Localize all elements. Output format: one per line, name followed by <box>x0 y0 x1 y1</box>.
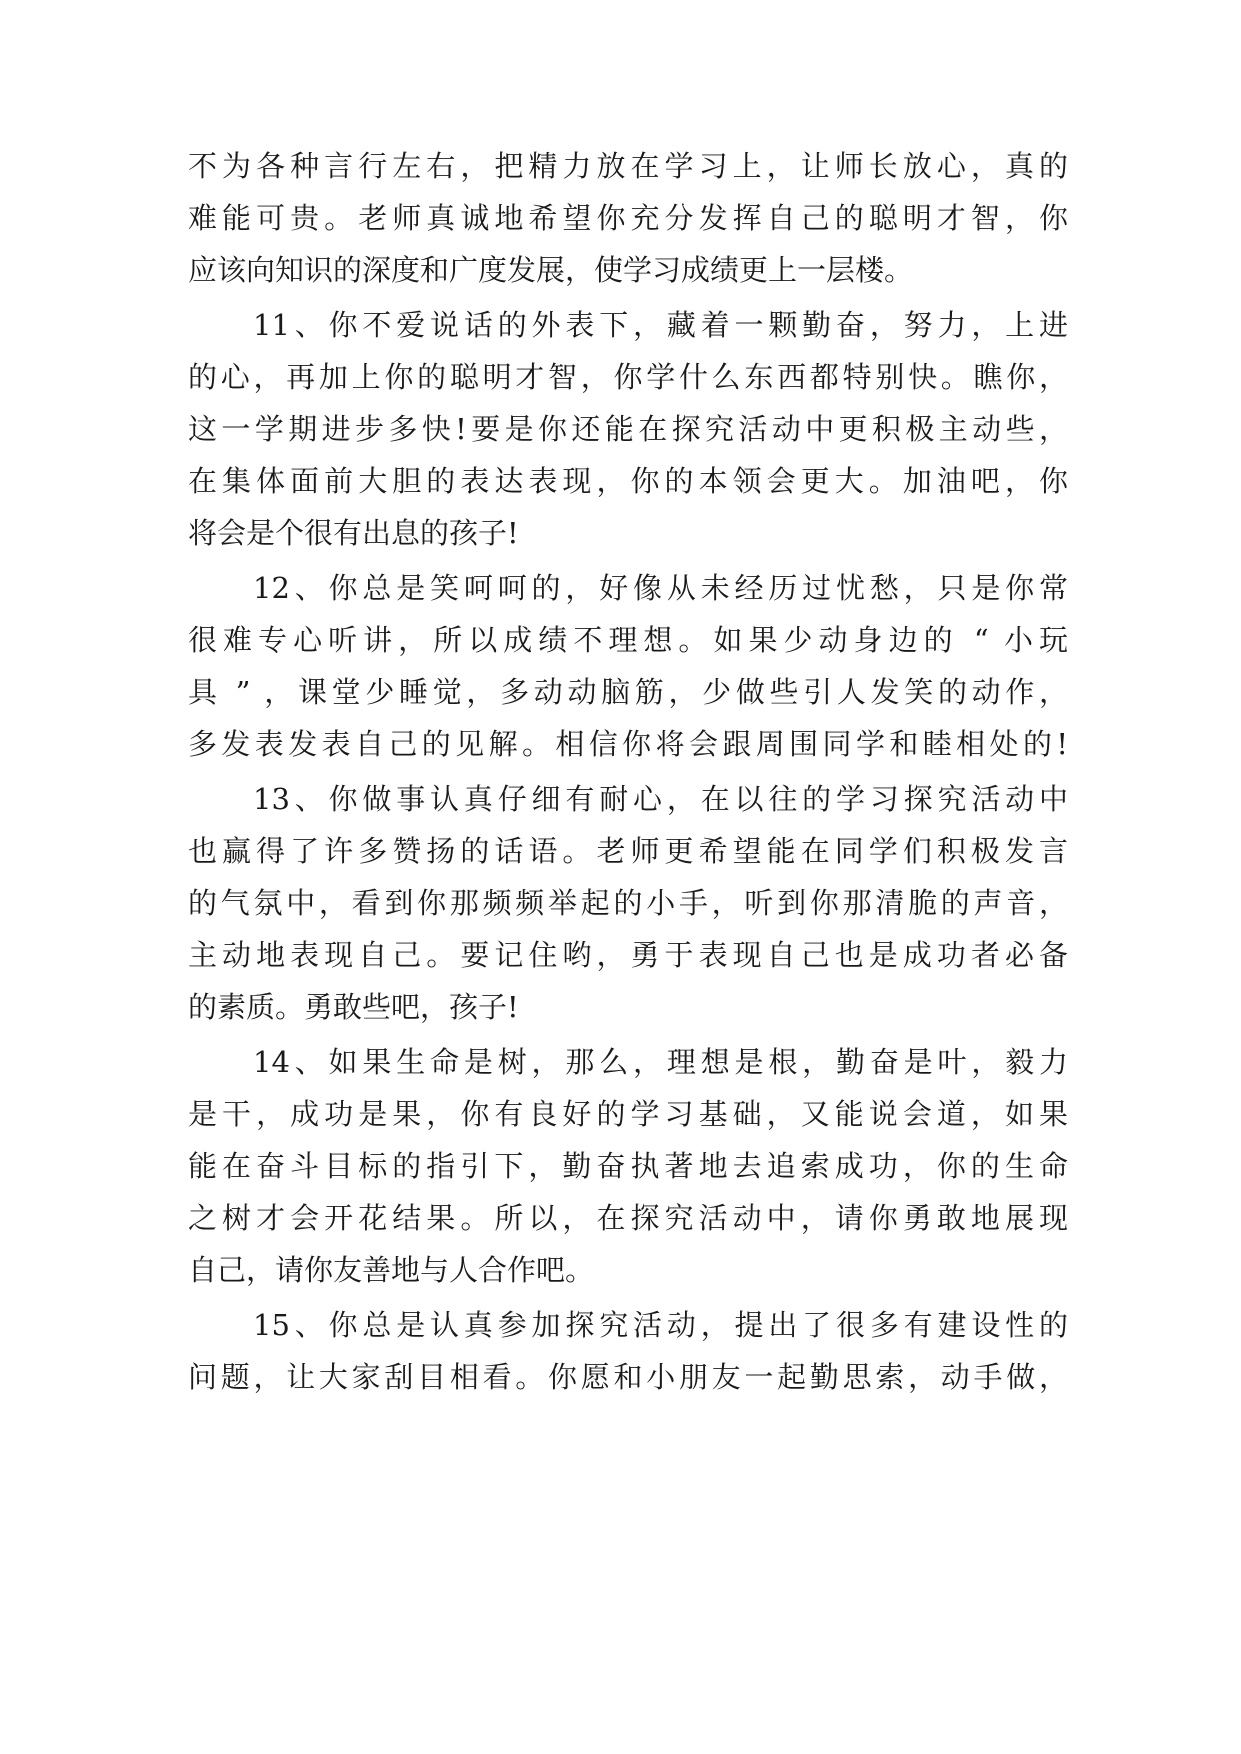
text-line: 具 ” ，课堂少睡觉，多动动脑筋，少做些引人发笑的动作， <box>188 675 1068 709</box>
text-line: 难能可贵。老师真诚地希望你充分发挥自己的聪明才智，你 <box>188 201 1068 235</box>
text-line: 12、你总是笑呵呵的，好像从未经历过忧愁，只是你常 <box>253 571 1068 605</box>
text-line: 能在奋斗目标的指引下，勤奋执著地去追索成功，你的生命 <box>188 1149 1068 1183</box>
text-line: 的气氛中，看到你那频频举起的小手，听到你那清脆的声音， <box>188 886 1068 920</box>
text-line: 将会是个很有出息的孩子! <box>188 516 519 550</box>
text-line: 问题，让大家刮目相看。你愿和小朋友一起勤思索，动手做， <box>188 1360 1068 1394</box>
text-line: 在集体面前大胆的表达表现，你的本领会更大。加油吧，你 <box>188 464 1068 498</box>
text-line: 主动地表现自己。要记住哟，勇于表现自己也是成功者必备 <box>188 938 1068 972</box>
text-line: 这一学期进步多快!要是你还能在探究活动中更积极主动些， <box>188 412 1068 446</box>
text-line: 的素质。勇敢些吧，孩子! <box>188 990 519 1024</box>
text-line: 15、你总是认真参加探究活动，提出了很多有建设性的 <box>253 1308 1068 1342</box>
text-line: 13、你做事认真仔细有耐心，在以往的学习探究活动中 <box>253 782 1068 816</box>
text-line: 的心，再加上你的聪明才智，你学什么东西都特别快。瞧你， <box>188 360 1068 394</box>
text-line: 多发表发表自己的见解。相信你将会跟周围同学和睦相处的! <box>188 727 1068 761</box>
text-line: 也赢得了许多赞扬的话语。老师更希望能在同学们积极发言 <box>188 834 1068 868</box>
text-line: 是干，成功是果，你有良好的学习基础，又能说会道，如果 <box>188 1097 1068 1131</box>
text-line: 14、如果生命是树，那么，理想是根，勤奋是叶，毅力 <box>253 1045 1068 1079</box>
text-line: 自己，请你友善地与人合作吧。 <box>188 1253 595 1287</box>
text-line: 很难专心听讲，所以成绩不理想。如果少动身边的 “ 小玩 <box>188 623 1068 657</box>
text-line: 不为各种言行左右，把精力放在学习上，让师长放心，真的 <box>188 149 1068 183</box>
text-line: 之树才会开花结果。所以，在探究活动中，请你勇敢地展现 <box>188 1201 1068 1235</box>
text-line: 11、你不爱说话的外表下，藏着一颗勤奋，努力，上进 <box>253 308 1068 342</box>
text-line: 应该向知识的深度和广度发展，使学习成绩更上一层楼。 <box>188 253 914 287</box>
